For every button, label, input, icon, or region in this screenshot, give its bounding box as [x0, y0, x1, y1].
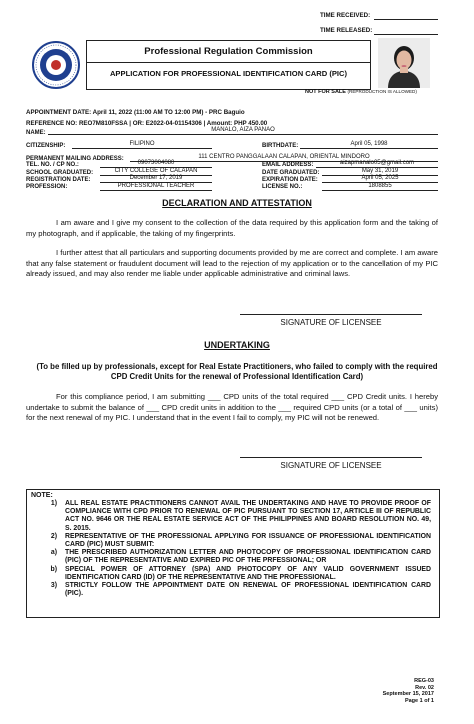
note-item-1: 1) ALL REAL ESTATE PRACTITIONERS CANNOT AVAIL THE UNDERTAKING AND HAVE TO PROVIDE PROOF OF COMPLIANCE WITH CPD PRIOR TO RENEWAL OF PIC PURSUANT TO SECTION 17, ARTICLE III OF REPUBLIC ACT NO. 9646 OR THE REAL ESTATE SERVICE ACT OF THE PHILIPPINES AND BOARD RESOLUTION NO. 49, S. 2015. — [50, 500, 431, 532]
declaration-signature-label: SIGNATURE OF LICENSEE — [280, 318, 382, 327]
form-code: REG-03 — [414, 678, 434, 684]
expiration-date-value: April 05, 2025 — [322, 175, 438, 183]
declaration-title: DECLARATION AND ATTESTATION — [162, 198, 312, 208]
school-label: SCHOOL GRADUATED: — [26, 170, 94, 176]
note-item-2a: a) THE PRESCRIBED AUTHORIZATION LETTER AND PHOTOCOPY OF PROFESSIONAL IDENTIFICATION CARD (PIC) OF THE REPRESENTATIVE AND EXPIRED PIC OF THE PRFESSIONAL; OR — [50, 549, 431, 565]
not-for-sale: NOT FOR SALE (REPRODUCTION IS ALLOWED) — [305, 89, 417, 95]
date-graduated-value: May 31, 2019 — [322, 168, 438, 176]
school-value: CITY COLLEGE OF CALAPAN — [100, 168, 212, 176]
license-value: 1808855 — [322, 183, 438, 191]
license-label: LICENSE NO.: — [262, 184, 303, 190]
footer-form-info — [383, 678, 434, 704]
time-received-field[interactable] — [374, 19, 438, 20]
appointment-line: APPOINTMENT DATE: April 11, 2022 (11:00 AM TO 12:00 PM) - PRC Baguio — [26, 109, 245, 116]
email-label: EMAIL ADDRESS: — [262, 162, 314, 168]
prc-seal — [28, 40, 84, 90]
date-graduated-label: DATE GRADUATED: — [262, 170, 320, 176]
email-value: aizapmanalo05@gmail.com — [316, 160, 438, 168]
tel-label: TEL. NO. / CP NO.: — [26, 162, 79, 168]
declaration-para-1: I am aware and I give my consent to the collection of the data required by this application form and the taking of my photograph, and if applicable, the taking of my fingerprints. — [26, 218, 438, 238]
note-item-2: 2) REPRESENTATIVE OF THE PROFESSIONAL APPLYING FOR ISSUANCE OF PROFESSIONAL IDENTIFICATION CARD (PIC) MUST SUBMIT: — [50, 532, 431, 549]
address-label: PERMANENT MAILING ADDRESS: — [26, 156, 124, 162]
declaration-signature-line[interactable] — [240, 314, 422, 315]
name-label: NAME: — [26, 130, 46, 136]
undertaking-title: UNDERTAKING — [204, 340, 270, 350]
registration-date-label: REGISTRATION DATE: — [26, 177, 91, 183]
note-title: NOTE: — [31, 492, 53, 499]
birthdate-label: BIRTHDATE: — [262, 143, 299, 149]
registration-date-value: December 17, 2019 — [100, 175, 212, 183]
undertaking-para: For this compliance period, I am submitting ___ CPD units of the total required ___ CPD Credit units. I hereby undertake to submit the balance of ___ CPD credit units in addition to the ___ required CPD units (or a total of ___ units) for the next renewal of my PIC. I understand that in the event I fail to comply, my PIC will not be renewed. — [26, 392, 438, 422]
form-date: September 15, 2017 — [382, 691, 434, 698]
reference-line: REFERENCE NO: REO7M810FSSA | OR: E2022-04-01154306 | Amount: PHP 450.00 — [26, 120, 268, 127]
page-number: Page 1 of 1 — [404, 697, 434, 704]
note-item-2b: b) SPECIAL POWER OF ATTORNEY (SPA) AND PHOTOCOPY OF ANY VALID GOVERNMENT ISSUED IDENTIFICATION CARD (ID) OF THE REPRESENTATIVE AND THE PROFESSIONAL. — [50, 565, 431, 581]
time-received-label: TIME RECEIVED: — [320, 12, 371, 19]
name-value: MANALO, AIZA PANAO — [48, 127, 438, 135]
citizenship-label: CITIZENSHIP: — [26, 143, 66, 149]
undertaking-signature-line[interactable] — [240, 457, 422, 458]
profession-label: PROFESSION: — [26, 184, 68, 190]
citizenship-value: FILIPINO — [72, 141, 212, 149]
undertaking-subtitle: (To be filled up by professionals, except for Real Estate Practitioners, who failed to comply with the required CPD Credit Units for the renewal of Professional Identification Card) — [36, 362, 438, 381]
declaration-para-2: I further attest that all particulars and supporting documents provided by me are correct and complete. I am aware that any false statement or fraudulent document will lead to the rejection of my application or to the cancellation of my PIC already issued, and may also render me liable under applicable administrative and criminal laws. — [26, 248, 438, 278]
expiration-date-label: EXPIRATION DATE: — [262, 177, 318, 183]
applicant-photo — [378, 38, 430, 88]
profession-value: PROFESSIONAL TEACHER — [100, 183, 212, 191]
address-value: 111 CENTRO PANGGALAAN CALAPAN, ORIENTAL MINDORO — [130, 154, 438, 162]
time-released-field[interactable] — [374, 34, 438, 35]
header-box — [86, 40, 371, 90]
form-title: APPLICATION FOR PROFESSIONAL IDENTIFICATION CARD (PIC) — [109, 69, 348, 78]
tel-value: 09073004080 — [100, 160, 212, 168]
note-box — [26, 489, 440, 618]
agency-name: Professional Regulation Commission — [144, 46, 313, 57]
birthdate-value: April 05, 1998 — [300, 141, 438, 149]
form-revision: Rev. 02 — [415, 684, 434, 691]
note-item-3: 3) STRICTLY FOLLOW THE APPOINTMENT DATE ON RENEWAL OF PROFESSIONAL IDENTIFICATION CARD (PIC). — [50, 582, 431, 598]
time-released-label: TIME RELEASED: — [320, 27, 373, 34]
undertaking-signature-label: SIGNATURE OF LICENSEE — [280, 461, 382, 470]
